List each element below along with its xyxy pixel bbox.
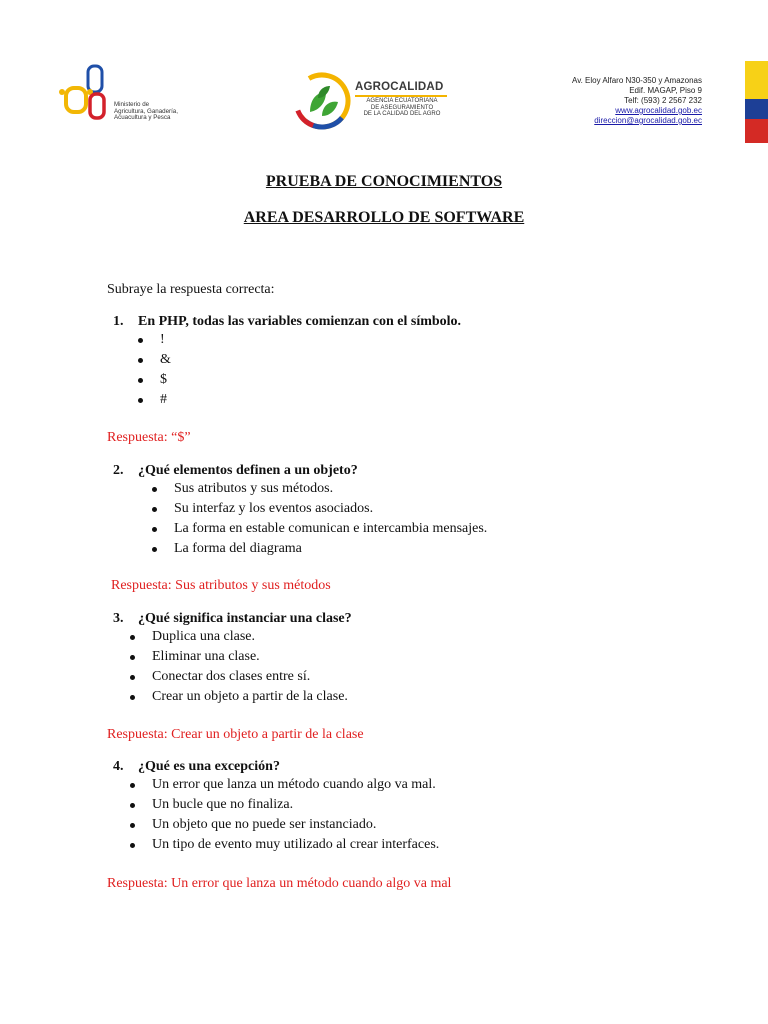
option[interactable] [152,539,487,559]
question-3-text: ¿Qué significa instanciar una clase? [138,611,352,626]
option-text: Un bucle que no finaliza. [152,797,294,812]
question-2-text: ¿Qué elementos definen a un objeto? [138,463,358,478]
option[interactable] [138,370,461,390]
option[interactable] [130,835,439,855]
question-2 [113,463,487,559]
option[interactable] [130,795,439,815]
option-text: ! [160,332,165,347]
document-subtitle: AREA DESARROLLO DE SOFTWARE [243,209,525,226]
agency-line-3: DE LA CALIDAD DEL AGRO [363,111,441,118]
bullet-icon [138,398,143,403]
option[interactable] [138,350,461,370]
question-4-number: 4. [113,759,124,774]
question-1 [113,314,461,410]
question-3-number: 3. [113,611,124,626]
question-4-options [130,775,439,855]
address-line-1: Av. Eloy Alfaro N30-350 y Amazonas [572,76,702,85]
agrocalidad-logo [292,68,452,134]
question-1-text: En PHP, todas las variables comienzan con el símbolo. [138,314,462,329]
option[interactable] [138,390,461,410]
option[interactable] [152,519,487,539]
question-2-options [152,479,487,559]
option-text: Eliminar una clase. [152,649,260,664]
bullet-icon [130,655,135,660]
option-text: Un error que lanza un método cuando algo va mal. [152,777,436,792]
ministry-line-2: Agricultura, Ganadería, [114,107,178,115]
ministry-logo [58,60,188,130]
bullet-icon [152,507,157,512]
option-text: Un tipo de evento muy utilizado al crear interfaces. [152,837,440,852]
answer-3: Respuesta: Crear un objeto a partir de la clase [107,727,364,742]
agency-line-1: AGENCIA ECUATORIANA [366,98,438,104]
bullet-icon [130,675,135,680]
ministry-emblem-icon [58,60,114,128]
option-text: Duplica una clase. [152,629,256,644]
option-text: # [160,392,167,407]
bullet-icon [130,635,135,640]
option-text: Un objeto que no puede ser instanciado. [152,817,377,832]
option-text: La forma en estable comunican e intercambia mensajes. [174,521,488,536]
answer-2: Respuesta: Sus atributos y sus métodos [111,578,331,593]
flag-yellow-band [745,61,768,99]
ministry-line-1: Ministerio de [114,101,150,108]
question-4-header [113,759,439,775]
bullet-icon [138,338,143,343]
letterhead [0,0,768,150]
option-text: La forma del diagrama [174,541,302,556]
option-text: Conectar dos clases entre sí. [152,669,311,684]
option[interactable] [152,479,487,499]
option-text: Su interfaz y los eventos asociados. [174,501,374,516]
question-1-options [138,330,461,410]
bullet-icon [130,783,135,788]
option-text: $ [160,372,167,387]
address-line-2: Edif. MAGAP, Piso 9 [629,86,702,95]
question-1-number: 1. [113,314,124,329]
website-link[interactable]: www.agrocalidad.gob.ec [615,106,702,115]
option[interactable] [130,647,352,667]
bullet-icon [152,487,157,492]
question-4-text: ¿Qué es una excepción? [138,759,280,774]
bullet-icon [152,527,157,532]
option-text: & [160,352,171,367]
address-block [572,76,702,126]
agrocalidad-divider [355,95,447,97]
flag-red-band [745,119,768,143]
option[interactable] [152,499,487,519]
bullet-icon [130,823,135,828]
email-link[interactable]: direccion@agrocalidad.gob.ec [594,116,702,125]
bullet-icon [130,803,135,808]
ministry-name [114,102,194,122]
bullet-icon [152,547,157,552]
bullet-icon [138,378,143,383]
option[interactable] [130,627,352,647]
answer-1: Respuesta: “$” [107,430,191,445]
ecuador-flag-strip [745,61,768,143]
answer-4: Respuesta: Un error que lanza un método cuando algo va mal [107,876,452,891]
option[interactable] [130,815,439,835]
agrocalidad-emblem-icon [292,68,352,134]
instruction-text: Subraye la respuesta correcta: [107,282,275,297]
agency-line-2: DE ASEGURAMIENTO [370,104,434,111]
option[interactable] [130,775,439,795]
document-title: PRUEBA DE CONOCIMIENTOS [265,173,503,190]
question-1-header [113,314,461,330]
option[interactable] [138,330,461,350]
question-3-header [113,611,352,627]
agrocalidad-name: AGROCALIDAD [355,81,444,93]
option-text: Crear un objeto a partir de la clase. [152,689,348,704]
phone-line: Telf: (593) 2 2567 232 [624,96,702,105]
option-text: Sus atributos y sus métodos. [174,481,334,496]
question-3 [113,611,352,707]
bullet-icon [130,695,135,700]
option[interactable] [130,667,352,687]
question-2-header [113,463,487,479]
question-2-number: 2. [113,463,124,478]
option[interactable] [130,687,352,707]
question-4 [113,759,439,855]
flag-blue-band [745,99,768,119]
bullet-icon [138,358,143,363]
bullet-icon [130,843,135,848]
ministry-line-3: Acuacultura y Pesca [114,114,171,122]
question-3-options [130,627,352,707]
agrocalidad-subtitle [355,98,449,118]
